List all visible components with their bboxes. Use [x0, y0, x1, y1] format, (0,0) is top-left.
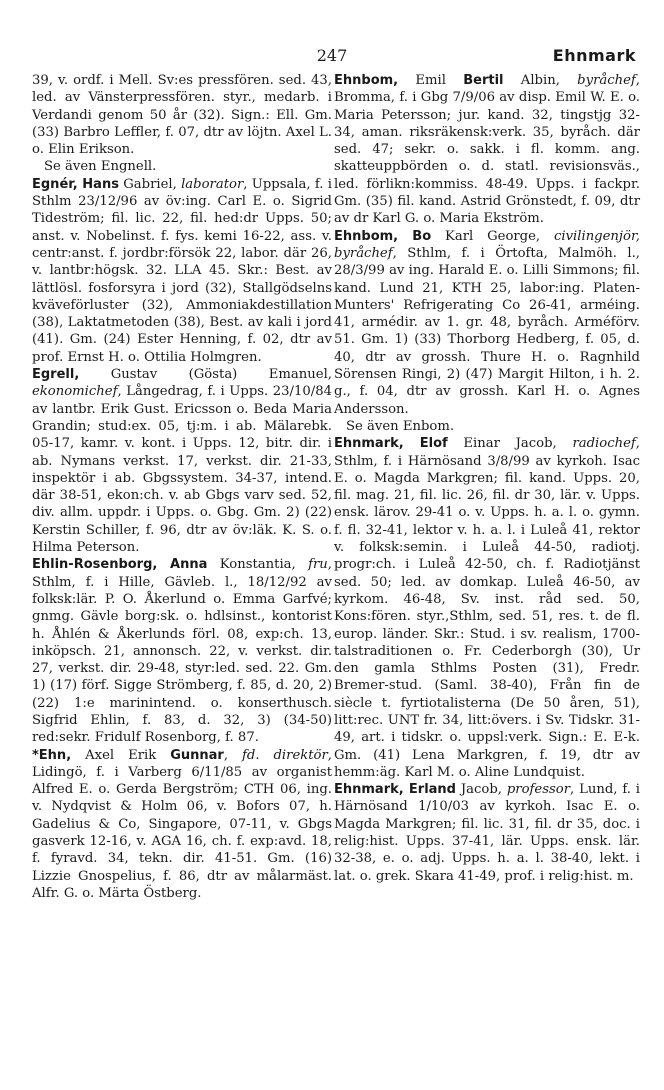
biographical-entry: Ehlin-Rosenborg, Anna Konstantia, fru, Sthlm, f. i Hille, Gävleb. l., 18/12/92 av folksk:lär. P. O. Åkerlund o. Emma Garfvé; gnmg. Gävle borg:sk. o. hdlsinst., kontorist h. Åhlén & Åkerlunds förl. 08, exp:ch. 13, inköpsch. 21, annonsch. 22, v. verkst. dir. 27, verkst. dir. 29-48, styr:led. sed. 22. Gm. 1) (17) förf. Sigge Strömberg, f. 85, d. 20, 2) (22) 1:e marinintend. o. konserthusch. Sigfrid Ehlin, f. 83, d. 32, 3) (34-50) red:sekr. Fridulf Rosenborg, f. 87. [32, 557, 332, 746]
entry-occupation: laborator [181, 176, 244, 192]
entry-headword: *Ehn, [32, 747, 72, 763]
see-also-reference: Se även Enbom. [346, 418, 455, 434]
entry-headword: Ehnmark, Erland [334, 782, 456, 798]
entry-occupation: ekonomichef [32, 384, 118, 400]
right-column [334, 72, 640, 885]
entry-occupation: byråchef [577, 73, 636, 88]
entry-headword: Egnér, Hans [32, 176, 119, 192]
biographical-entry: Egnér, Hans Gabriel, laborator, Uppsala, f. i Sthlm 23/12/96 av öv:ing. Carl E. o. Sigrid Tideström; fil. lic. 22, fil. hed:dr Upps. 50; anst. v. Nobelinst. f. fys. kemi 16-22, ass. v. centr:anst. f. jordbr:försök 22, labor. där 26, v. lantbr:högsk. 32. LLA 45. Skr.: Best. av lättlösl. fosforsyra i jord (32), Stallgödselns kväveförluster (32), Ammoniakdestillation (38), Laktatmetoden (38), Best. av kali i jord (41). Gm. (24) Ester Henning, f. 02, dtr av prof. Ernst H. o. Ottilia Holmgren. [32, 176, 332, 365]
entry-given-name: Gunnar [170, 747, 224, 763]
entry-continuation: 39, v. ordf. i Mell. Sv:es pressfören. sed. 43, led. av Vänsterpressfören. styr., medarb. i Verdandi genom 50 år (32). Sign.: Ell. Gm. (33) Barbro Leffler, f. 07, dtr av löjtn. Axel L. o. Elin Erikson. [32, 73, 332, 158]
entry-occupation: fru [308, 557, 328, 573]
page-number: 247 [316, 46, 348, 65]
entry-occupation: civilingenjör, byråchef [334, 228, 640, 261]
entry-headword: Ehnbom, [334, 73, 399, 88]
left-column [32, 72, 332, 902]
entry-headword: Ehnbom, Bo [334, 228, 432, 244]
entry-occupation: radiochef [572, 436, 636, 452]
biographical-entry: Ehnmark, Erland Jacob, professor, Lund, f. i Härnösand 1/10/03 av kyrkoh. Isac E. o. Magda Markgren; fil. lic. 31, fil. dr 35, doc. i relig:hist. Upps. 37-41, lär. Upps. ensk. lär. 32-38, e. o. adj. Upps. h. a. l. 38-40, lekt. i lat. o. grek. Skara 41-49, prof. i relig:hist. m. [334, 782, 641, 884]
entry-headword: Ehlin-Rosenborg, Anna [32, 557, 208, 573]
running-head: Ehnmark [552, 46, 636, 65]
see-also-reference: Se även Engnell. [44, 159, 157, 175]
entry-given-name: Bertil [463, 73, 504, 88]
biographical-entry: Ehnbom, Bo Karl George, civilingenjör, byråchef, Sthlm, f. i Örtofta, Malmöh. l., 28/3/99 av ing. Harald E. o. Lilli Simmons; fil. kand. Lund 21, KTH 25, labor:ing. Platen-Munters' Refrigerating Co 26-41, arméing. 41, armédir. av 1. gr. 48, byråch. Arméförv. 51. Gm. 1) (33) Thorborg Hedberg, f. 05, d. 40, dtr av grossh. Thure H. o. Ragnhild Sörensen Ringi, 2) (47) Margit Hilton, i h. 2. g., f. 04, dtr av grossh. Karl H. o. Agnes Andersson. [334, 228, 640, 417]
entry-headword: Ehnmark, Elof [334, 436, 448, 452]
biographical-entry: Egrell, Gustav (Gösta) Emanuel, ekonomichef, Långedrag, f. i Upps. 23/10/84 av lantbr. Erik Gust. Ericsson o. Beda Maria Grandin; stud:ex. 05, tj:m. i ab. Mälarebk. 05-17, kamr. v. kont. i Upps. 12, bitr. dir. i ab. Nymans verkst. 17, verkst. dir. 21-33, inspektör i ab. Gbgssystem. 34-37, intend. där 38-51, ekon:ch. v. ab Gbgs varv sed. 52, div. allm. uppdr. i Upps. o. Gbg. Gm. 2) (22) Kerstin Schiller, f. 96, dtr av öv:läk. K. S. o. Hilma Peterson. [32, 367, 332, 556]
entry-occupation: professor [506, 782, 571, 798]
biographical-entry: Ehnmark, Elof Einar Jacob, radiochef, Sthlm, f. i Härnösand 3/8/99 av kyrkoh. Isac E. o. Magda Markgren; fil. kand. Upps. 20, fil. mag. 21, fil. lic. 26, fil. dr 30, lär. v. Upps. ensk. lärov. 29-41 o. v. Upps. h. a. l. o. gymn. f. fl. 32-41, lektor v. h. a. l. i Luleå 41, rektor v. folksk:semin. i Luleå 44-50, radiotj. progr:ch. i Luleå 42-50, ch. f. Radiotjänst sed. 50; led. av domkap. Luleå 46-50, av kyrkom. 46-48, Sv. inst. råd sed. 50, Kons:fören. styr.,Sthlm, sed. 51, res. t. de fl. europ. länder. Skr.: Stud. i sv. realism, 1700-talstraditionen o. Fr. Cederborgh (30), Ur den gamla Sthlms Posten (31), Fredr. Bremer-stud. (Saml. 38-40), Från fin de siècle t. fyrtiotalisterna (De 50 åren, 51), litt:rec. UNT fr. 34, litt:övers. i Sv. Tidskr. 31-49, art. i tidskr. o. uppsl:verk. Sign.: E. E-k. Gm. (41) Lena Markgren, f. 19, dtr av hemm:äg. Karl M. o. Aline Lundquist. [334, 436, 640, 780]
biographical-entry: *Ehn, Axel Erik Gunnar, fd. direktör, Lidingö, f. i Varberg 6/11/85 av organist Alfred E. o. Gerda Bergström; CTH 06, ing. v. Nydqvist & Holm 06, v. Bofors 07, h. Gadelius & Co, Singapore, 07-11, v. Gbgs gasverk 12-16, v. AGA 16, ch. f. exp:avd. 18, f. fyravd. 34, tekn. dir. 41-51. Gm. (16) Lizzie Gnospelius, f. 86, dtr av målarmäst. Alfr. G. o. Märta Östberg. [32, 747, 332, 901]
entry-occupation: fd. direktör [242, 747, 328, 763]
biographical-entry: Ehnbom, Emil Bertil Albin, byråchef, Bromma, f. i Gbg 7/9/06 av disp. Emil W. E. o. Maria Petersson; jur. kand. 32, tingstjg 32-34, aman. riksräkensk:verk. 35, byråch. där sed. 47; sekr. o. sakk. i fl. komm. ang. skatteuppbörden o. d. statl. revisionsväs., led. förlikn:kommiss. 48-49. Upps. i fackpr. Gm. (35) fil. kand. Astrid Grönstedt, f. 09, dtr av dr Karl G. o. Maria Ekström. [334, 73, 640, 227]
entry-headword: Egrell, [32, 367, 80, 383]
